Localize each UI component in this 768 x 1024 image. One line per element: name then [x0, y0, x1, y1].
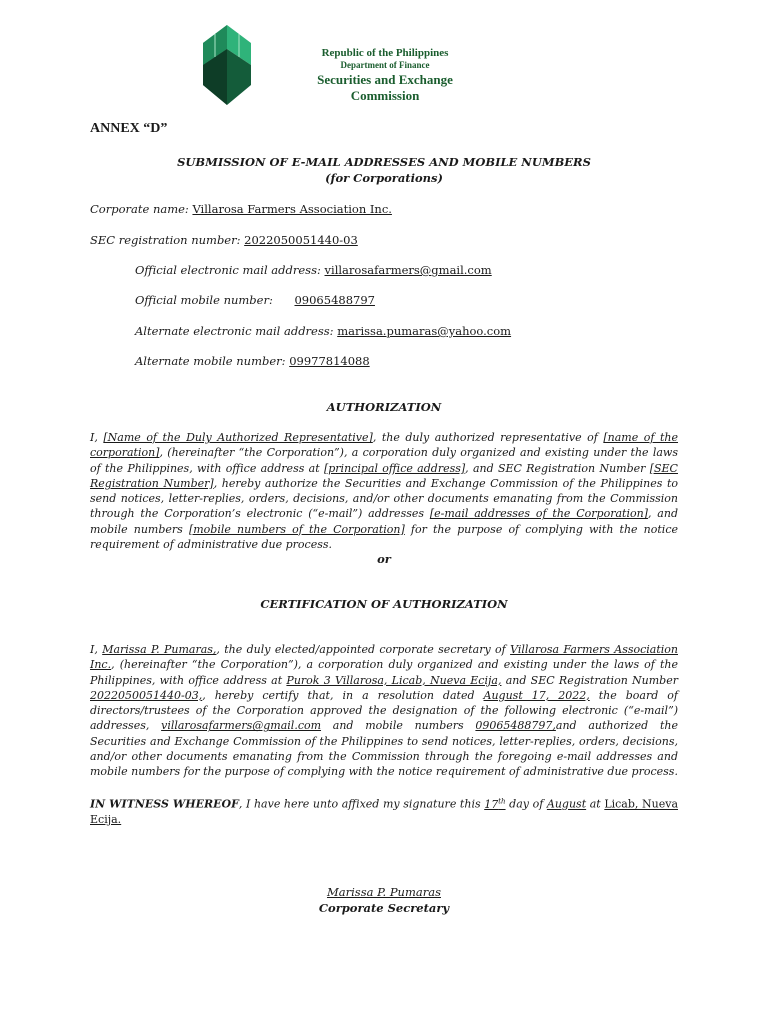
signatory-title: Corporate Secretary	[318, 901, 450, 915]
sec-registration-label: SEC registration number:	[90, 233, 241, 247]
alt-email-label: Alternate electronic mail address:	[135, 324, 334, 338]
witness-text-2: day of	[505, 797, 547, 811]
authorization-paragraph	[90, 430, 678, 552]
certification-heading: CERTIFICATION OF AUTHORIZATION	[260, 597, 508, 611]
mobile-label: Official mobile number:	[135, 293, 273, 307]
email-label: Official electronic mail address:	[135, 263, 321, 277]
cert-corporation-name: Villarosa Farmers Association Inc.	[90, 643, 678, 672]
corporate-name-label: Corporate name:	[90, 202, 189, 216]
witness-day-suffix: th	[498, 797, 506, 805]
cert-text-1: I,	[90, 643, 103, 656]
certification-paragraph	[90, 642, 678, 780]
auth-placeholder-address: [principal office address]	[323, 461, 466, 475]
auth-text-3: , (hereinafter “the Corporation”), a corporation duly organized and existing under the laws of the Philippines, with office address at	[90, 446, 678, 475]
auth-placeholder-emails: [e-mail addresses of the Corporation]	[429, 507, 648, 521]
cert-text-7: and mobile numbers	[321, 719, 476, 733]
cert-resolution-date: August 17, 2022,	[483, 688, 590, 702]
sec-registration-row	[90, 233, 358, 247]
witness-place: Licab, Nueva Ecija.	[90, 797, 679, 826]
cert-secretary-name: Marissa P. Pumaras,	[102, 643, 217, 656]
witness-lead: IN WITNESS WHEREOF	[90, 797, 239, 811]
mobile-row	[135, 293, 375, 307]
email-row	[135, 263, 492, 277]
cert-email: villarosafarmers@gmail.com	[161, 719, 322, 733]
auth-text-5: , hereby authorize the Securities and Exchange Commission of the Philippines to send notices, letter-replies, orders, decisions, and/or other documents emanating from the Commission through the Corporation’s electronic (“e-mail”) addresses	[90, 476, 678, 521]
corporate-name-value: Villarosa Farmers Association Inc.	[192, 202, 392, 216]
cert-office-address: Purok 3 Villarosa, Licab, Nueva Ecija,	[286, 673, 502, 687]
auth-placeholder-representative: [Name of the Duly Authorized Representative]	[103, 431, 373, 444]
witness-text-1: , I have here unto affixed my signature this	[238, 797, 485, 811]
letterhead-agency: Securities and Exchange Commission	[317, 72, 453, 103]
witness-line	[90, 794, 678, 827]
auth-placeholder-corporation: [name of the corporation]	[90, 431, 679, 460]
auth-text-2: , the duly authorized representative of	[372, 431, 604, 444]
auth-text-6: , and mobile numbers	[90, 507, 678, 536]
alt-email-row	[135, 324, 511, 338]
witness-month: August	[546, 797, 587, 811]
annex-label: ANNEX “D”	[90, 121, 168, 136]
alt-email-value: marissa.pumaras@yahoo.com	[337, 324, 512, 338]
auth-text-7: for the purpose of complying with the notice requirement of administrative due process.	[90, 522, 678, 552]
sec-logo-icon	[203, 25, 251, 105]
cert-text-2: , the duly elected/appointed corporate secretary of	[216, 643, 511, 656]
alt-mobile-label: Alternate mobile number:	[135, 354, 286, 368]
or-separator: or	[377, 552, 391, 566]
cert-text-6: the board of directors/trustees of the Corporation approved the designation of the following electronic (“e-mail”) addresses,	[90, 688, 678, 733]
cert-text-3: , (hereinafter “the Corporation”), a corporation duly organized and existing under the laws of the Philippines, with office address at	[90, 658, 678, 687]
auth-placeholder-sec-number: [SEC Registration Number]	[90, 461, 678, 490]
signatory-name: Marissa P. Pumaras	[326, 885, 441, 899]
cert-text-4: and SEC Registration Number	[501, 673, 678, 687]
corporate-name-row	[90, 202, 392, 216]
auth-placeholder-mobiles: [mobile numbers of the Corporation]	[188, 522, 405, 536]
cert-text-8: and authorized the Securities and Exchange Commission of the Philippines to send notices, letter-replies, orders, decisions, and/or other documents emanating from the Commission through the foregoing e-mail addresses and mobile numbers for the purpose of complying with the notice requirement of administrative due process.	[90, 719, 678, 779]
letterhead-department: Department of Finance	[340, 60, 430, 70]
authorization-heading: AUTHORIZATION	[326, 400, 442, 414]
cert-sec-number: 2022050051440-03,	[90, 688, 203, 702]
alt-mobile-value: 09977814088	[289, 354, 370, 368]
witness-day-number: 17	[484, 797, 499, 811]
auth-text-1: I,	[90, 431, 104, 444]
sec-registration-value: 2022050051440-03	[244, 233, 358, 247]
email-value: villarosafarmers@gmail.com	[324, 263, 492, 277]
mobile-value: 09065488797	[294, 293, 375, 307]
auth-text-4: , and SEC Registration Number	[465, 461, 650, 475]
form-subtitle: (for Corporations)	[325, 171, 443, 185]
letterhead-country: Republic of the Philippines	[321, 47, 449, 59]
alt-mobile-row	[135, 354, 370, 368]
cert-text-5: , hereby certify that, in a resolution dated	[202, 688, 484, 702]
witness-day	[484, 798, 505, 811]
form-title: SUBMISSION OF E-MAIL ADDRESSES AND MOBILE NUMBERS	[177, 155, 591, 169]
cert-mobile: 09065488797,	[475, 719, 556, 733]
witness-text-3: at	[586, 797, 605, 811]
